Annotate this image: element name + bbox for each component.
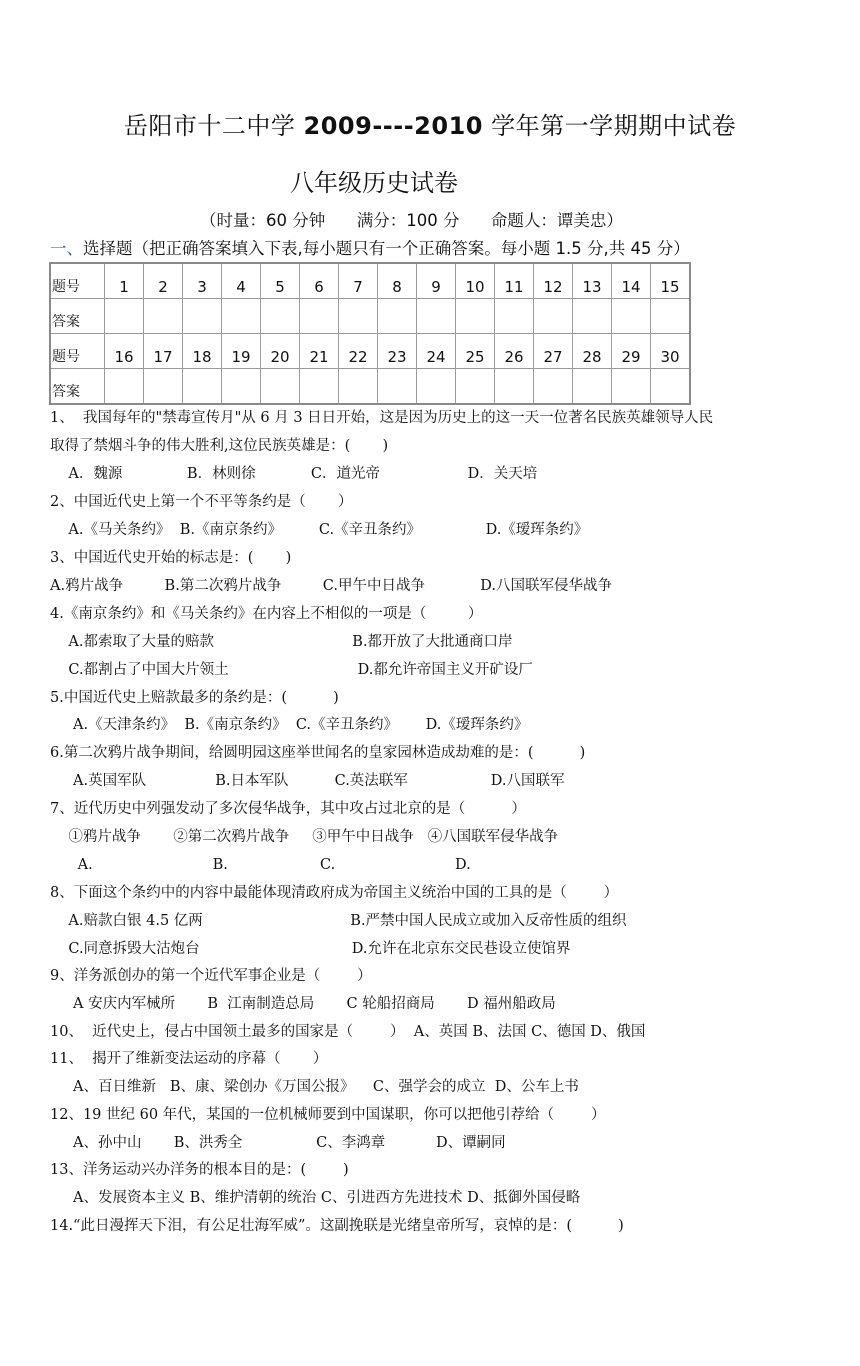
answer-cell[interactable] [417,299,456,334]
question-line: A. B. C. D. [50,857,471,873]
question-number-cell: 7 [339,263,378,299]
title-years: 2009----2010 [303,112,483,140]
question-number-cell: 5 [261,263,300,299]
question-number-cell: 9 [417,263,456,299]
question-line: A 安庆内军械所 B 江南制造总局 C 轮船招商局 D 福州船政局 [50,996,556,1012]
question-number-cell: 27 [534,334,573,369]
question-line: 5.中国近代史上赔款最多的条约是：( ) [50,690,339,706]
answer-cell[interactable] [534,299,573,334]
question-number-cell: 6 [300,263,339,299]
question-number-cell: 30 [651,334,691,369]
question-line: 6.第二次鸦片战争期间，给圆明园这座举世闻名的皇家园林造成劫难的是：( ) [50,745,586,761]
answer-row [50,299,690,334]
question-line: A、孙中山 B、洪秀全 C、李鸿章 D、谭嗣同 [50,1135,506,1151]
question-number-cell: 13 [573,263,612,299]
answer-cell[interactable] [378,299,417,334]
question-line: 7、近代历史中列强发动了多次侵华战争，其中攻占过北京的是（ ） [50,801,526,817]
question-number-cell: 17 [144,334,183,369]
question-line: 14.“此日漫挥天下泪，有公足壮海军威”。这副挽联是光绪皇帝所写，哀悼的是：( ) [50,1218,624,1234]
question-number-cell: 24 [417,334,456,369]
question-number-cell: 25 [456,334,495,369]
question-line: 1、 我国每年的"禁毒宣传月"从 6 月 3 日日开始，这是因为历史上的这一天一位著名民族英雄领导人民 [50,410,714,426]
answer-cell[interactable] [183,369,222,405]
question-number-cell: 29 [612,334,651,369]
exam-title [0,106,860,141]
answer-cell[interactable] [339,299,378,334]
answer-cell[interactable] [339,369,378,405]
question-line: 13、洋务运动兴办洋务的根本目的是：( ) [50,1162,349,1178]
question-number-cell: 26 [495,334,534,369]
question-number-cell: 1 [105,263,144,299]
question-number-cell: 12 [534,263,573,299]
answer-cell[interactable] [612,299,651,334]
question-line: A.都索取了大量的赔款 B.都开放了大批通商口岸 [50,634,513,650]
question-number-cell: 18 [183,334,222,369]
exam-meta: （时量：60 分钟 满分：100 分 命题人：谭美忠） [200,211,623,230]
answer-cell[interactable] [144,369,183,405]
question-number-cell: 8 [378,263,417,299]
question-line: A.赔款白银 4.5 亿两 B.严禁中国人民成立或加入反帝性质的组织 [50,913,627,929]
question-number-cell: 3 [183,263,222,299]
row-label-number: 题号 [50,334,105,369]
section-number: 一、 [50,239,83,258]
question-line: A、发展资本主义 B、维护清朝的统治 C、引进西方先进技术 D、抵御外国侵略 [50,1190,581,1206]
answer-cell[interactable] [573,299,612,334]
question-line: 9、洋务派创办的第一个近代军事企业是（ ） [50,968,372,984]
answer-cell[interactable] [417,369,456,405]
question-number-cell: 4 [222,263,261,299]
answer-table [49,262,691,405]
question-line: A.《马关条约》 B.《南京条约》 C.《辛丑条约》 D.《瑷珲条约》 [50,522,589,538]
section-instructions: 选择题（把正确答案填入下表,每小题只有一个正确答案。每小题 1.5 分,共 45 分） [83,239,690,258]
question-number-cell: 2 [144,263,183,299]
answer-cell[interactable] [300,299,339,334]
answer-row [50,369,690,405]
question-number-cell: 20 [261,334,300,369]
question-number-row [50,263,690,299]
row-label-number: 题号 [50,263,105,299]
section-heading [50,235,690,259]
answer-cell[interactable] [534,369,573,405]
answer-cell[interactable] [144,299,183,334]
question-number-cell: 22 [339,334,378,369]
question-number-cell: 10 [456,263,495,299]
question-line: A．魏源 B．林则徐 C．道光帝 D．关天培 [50,466,538,482]
answer-cell[interactable] [651,299,691,334]
question-line: A、百日维新 B、康、梁创办《万国公报》 C、强学会的成立 D、公车上书 [50,1079,579,1095]
question-line: 4.《南京条约》和《马关条约》在内容上不相似的一项是（ ） [50,606,483,622]
question-line: 12、19 世纪 60 年代，某国的一位机械师要到中国谋职，你可以把他引荐给（ ） [50,1107,606,1123]
answer-cell[interactable] [105,369,144,405]
question-line: A.鸦片战争 B.第二次鸦片战争 C.甲午中日战争 D.八国联军侵华战争 [50,578,613,594]
question-number-cell: 14 [612,263,651,299]
question-line: C.同意拆毁大沽炮台 D.允许在北京东交民巷设立使馆界 [50,941,571,957]
exam-subtitle: 八年级历史试卷 [290,169,458,197]
question-number-cell: 28 [573,334,612,369]
question-line: ①鸦片战争 ②第二次鸦片战争 ③甲午中日战争 ④八国联军侵华战争 [50,829,559,845]
question-number-cell: 23 [378,334,417,369]
answer-cell[interactable] [651,369,691,405]
question-line: 8、下面这个条约中的内容中最能体现清政府成为帝国主义统治中国的工具的是（ ） [50,885,619,901]
answer-cell[interactable] [222,369,261,405]
answer-cell[interactable] [456,299,495,334]
answer-cell[interactable] [495,369,534,405]
answer-cell[interactable] [573,369,612,405]
question-line: 10、 近代史上，侵占中国领土最多的国家是（ ） A、英国 B、法国 C、德国 D、俄国 [50,1024,646,1040]
question-line: 11、 揭开了维新变法运动的序幕（ ） [50,1051,328,1067]
question-line: A.英国军队 B.日本军队 C.英法联军 D.八国联军 [50,773,565,789]
title-prefix: 岳阳市十二中学 [123,112,304,140]
answer-cell[interactable] [105,299,144,334]
question-line: 2、中国近代史上第一个不平等条约是（ ） [50,494,353,510]
answer-cell[interactable] [612,369,651,405]
answer-cell[interactable] [261,369,300,405]
question-number-cell: 19 [222,334,261,369]
question-number-cell: 11 [495,263,534,299]
title-suffix: 学年第一学期期中试卷 [482,112,737,140]
answer-cell[interactable] [495,299,534,334]
answer-cell[interactable] [222,299,261,334]
question-number-cell: 15 [651,263,691,299]
row-label-answer: 答案 [50,299,105,334]
question-line: 取得了禁烟斗争的伟大胜利,这位民族英雄是：( ) [50,438,389,454]
answer-cell[interactable] [261,299,300,334]
question-line: A.《天津条约》 B.《南京条约》 C.《辛丑条约》 D.《瑷珲条约》 [50,717,529,733]
answer-cell[interactable] [183,299,222,334]
answer-cell[interactable] [300,369,339,405]
question-number-cell: 21 [300,334,339,369]
question-line: C.都割占了中国大片领土 D.都允许帝国主义开矿设厂 [50,662,533,678]
row-label-answer: 答案 [50,369,105,405]
question-number-row [50,334,690,369]
question-number-cell: 16 [105,334,144,369]
answer-cell[interactable] [456,369,495,405]
answer-cell[interactable] [378,369,417,405]
question-line: 3、中国近代史开始的标志是：( ) [50,550,292,566]
